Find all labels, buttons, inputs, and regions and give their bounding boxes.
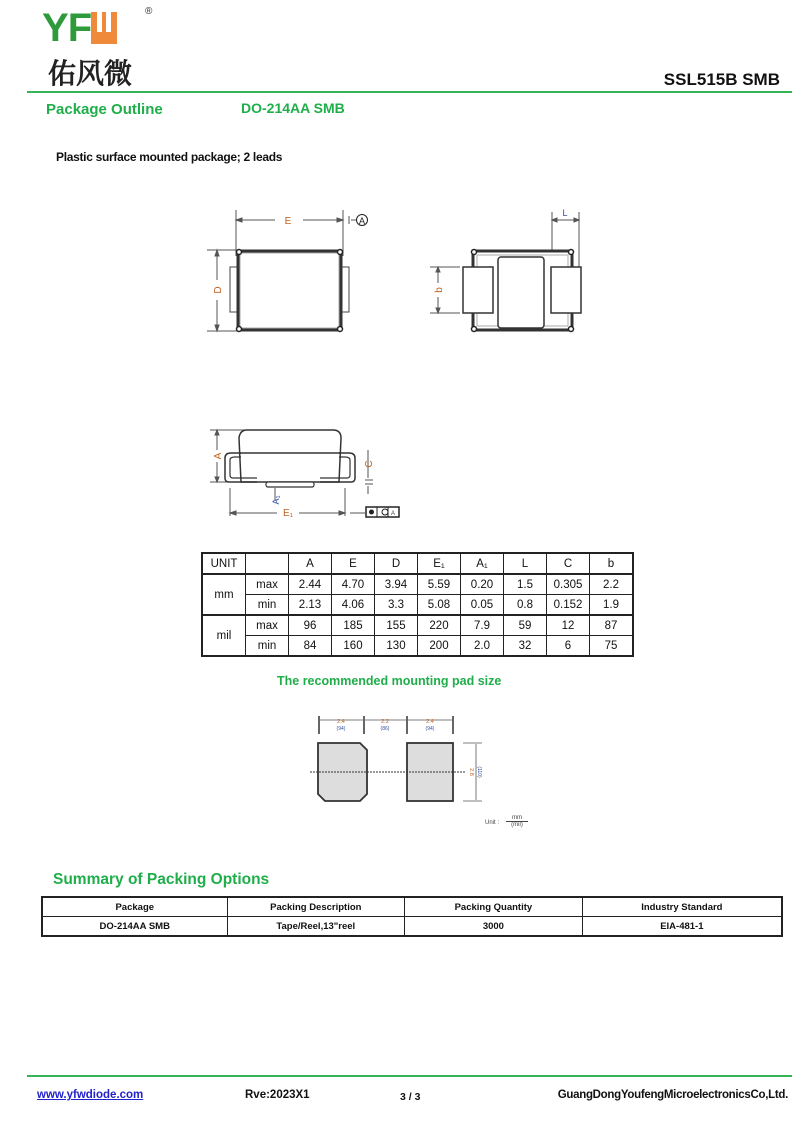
unit-legend: [485, 820, 499, 826]
pad-dim-3-mil: (94): [425, 726, 435, 732]
svg-text:A: A: [390, 511, 396, 517]
table-cell: 75: [590, 636, 634, 657]
pad-title: The recommended mounting pad size: [277, 674, 502, 688]
table-cell: 200: [418, 636, 461, 657]
pad-dim-1-mm: 2.4: [337, 719, 345, 725]
table-cell: 6: [547, 636, 590, 657]
packing-cell: Tape/Reel,13"reel: [227, 917, 405, 937]
unit-denominator: (mil): [511, 822, 523, 828]
company-name: GuangDongYoufengMicroelectronicsCo,Ltd.: [557, 1089, 788, 1101]
table-cell: 160: [332, 636, 375, 657]
packing-header: Industry Standard: [582, 897, 782, 917]
registered-mark: ®: [145, 6, 153, 17]
side-view-drawing: [195, 420, 415, 525]
table-header: A₁: [461, 553, 504, 574]
table-row: [202, 595, 633, 616]
table-row: [202, 574, 633, 595]
table-cell: 0.8: [504, 595, 547, 616]
table-cell: 0.152: [547, 595, 590, 616]
packing-title: Summary of Packing Options: [53, 871, 270, 888]
label-b: b: [434, 287, 445, 293]
logo-chinese-name: 佑风微: [48, 57, 133, 90]
table-cell: 2.44: [289, 574, 332, 595]
table-cell: 59: [504, 615, 547, 636]
table-cell: 5.08: [418, 595, 461, 616]
website-link[interactable]: www.yfwdiode.com: [37, 1089, 144, 1101]
table-cell: 7.9: [461, 615, 504, 636]
table-cell: 12: [547, 615, 590, 636]
logo-letter-u-icon: [91, 12, 117, 44]
row-label: max: [246, 615, 289, 636]
table-cell: 84: [289, 636, 332, 657]
header-divider: [27, 91, 792, 93]
table-cell: 87: [590, 615, 634, 636]
pad-dim-3-mm: 2.4: [426, 719, 434, 725]
table-cell: 5.59: [418, 574, 461, 595]
mounting-pad-drawing: [300, 712, 500, 812]
table-cell: 0.305: [547, 574, 590, 595]
document-title: SSL515B SMB: [663, 70, 780, 89]
packing-cell: DO-214AA SMB: [42, 917, 227, 937]
section-title: Package Outline: [46, 101, 163, 118]
table-header: D: [375, 553, 418, 574]
table-cell: 0.20: [461, 574, 504, 595]
unit-cell: mm: [202, 574, 246, 615]
table-cell: 2.2: [590, 574, 634, 595]
packing-header-row: [42, 897, 782, 917]
tolerance-symbol-icon: [366, 507, 399, 517]
label-L: L: [562, 208, 568, 218]
unit-fraction: [506, 815, 528, 828]
table-header: E: [332, 553, 375, 574]
table-row: [202, 615, 633, 636]
dimension-table: [201, 552, 634, 657]
pad-dim-2-mm: 2.2: [381, 719, 389, 725]
table-row: [202, 636, 633, 657]
table-header: UNIT: [202, 553, 246, 574]
table-cell: 2.0: [461, 636, 504, 657]
company-logo: [42, 8, 117, 48]
unit-numerator: mm: [506, 815, 528, 822]
table-cell: 96: [289, 615, 332, 636]
unit-label: Unit :: [485, 820, 500, 826]
table-cell: 32: [504, 636, 547, 657]
label-A1: A₁: [271, 495, 281, 505]
revision: Rve:2023X1: [245, 1089, 310, 1101]
table-cell: 4.06: [332, 595, 375, 616]
table-cell: 0.05: [461, 595, 504, 616]
table-header: E₁: [418, 553, 461, 574]
table-cell: 1.9: [590, 595, 634, 616]
table-header: A: [289, 553, 332, 574]
label-datum-A: A: [358, 216, 366, 226]
pad-dim-2-mil: (86): [380, 726, 390, 732]
table-cell: 220: [418, 615, 461, 636]
table-cell: 130: [375, 636, 418, 657]
row-label: min: [246, 636, 289, 657]
table-cell: 185: [332, 615, 375, 636]
packing-cell: 3000: [405, 917, 583, 937]
packing-table: [41, 896, 783, 937]
pad-dim-1-mil: (94): [336, 726, 346, 732]
packing-header: Package: [42, 897, 227, 917]
logo-letter-y: Y: [42, 6, 68, 50]
label-D: D: [213, 286, 224, 294]
row-label: min: [246, 595, 289, 616]
label-C: C: [364, 460, 375, 468]
top-view-drawing: [195, 200, 615, 350]
table-header: b: [590, 553, 634, 574]
packing-row: [42, 917, 782, 937]
table-header: C: [547, 553, 590, 574]
packing-cell: EIA-481-1: [582, 917, 782, 937]
table-cell: 3.94: [375, 574, 418, 595]
package-description: Plastic surface mounted package; 2 leads: [56, 150, 283, 164]
packing-header: Packing Description: [227, 897, 405, 917]
label-E1: E₁: [282, 508, 294, 519]
table-cell: 1.5: [504, 574, 547, 595]
page-number: 3 / 3: [400, 1091, 421, 1103]
packing-header: Packing Quantity: [405, 897, 583, 917]
label-A: A: [213, 452, 224, 460]
table-cell: 4.70: [332, 574, 375, 595]
table-header: L: [504, 553, 547, 574]
logo-letter-f: F: [67, 6, 92, 50]
package-name: DO-214AA SMB: [241, 100, 345, 116]
pad-height-mm: 2.8: [468, 768, 474, 776]
label-E: E: [284, 216, 292, 227]
table-cell: 3.3: [375, 595, 418, 616]
footer-divider: [27, 1075, 792, 1077]
table-header-row: [202, 553, 633, 574]
unit-cell: mil: [202, 615, 246, 656]
table-header: [246, 553, 289, 574]
row-label: max: [246, 574, 289, 595]
pad-height-mil: (110): [476, 766, 482, 778]
table-cell: 155: [375, 615, 418, 636]
table-cell: 2.13: [289, 595, 332, 616]
